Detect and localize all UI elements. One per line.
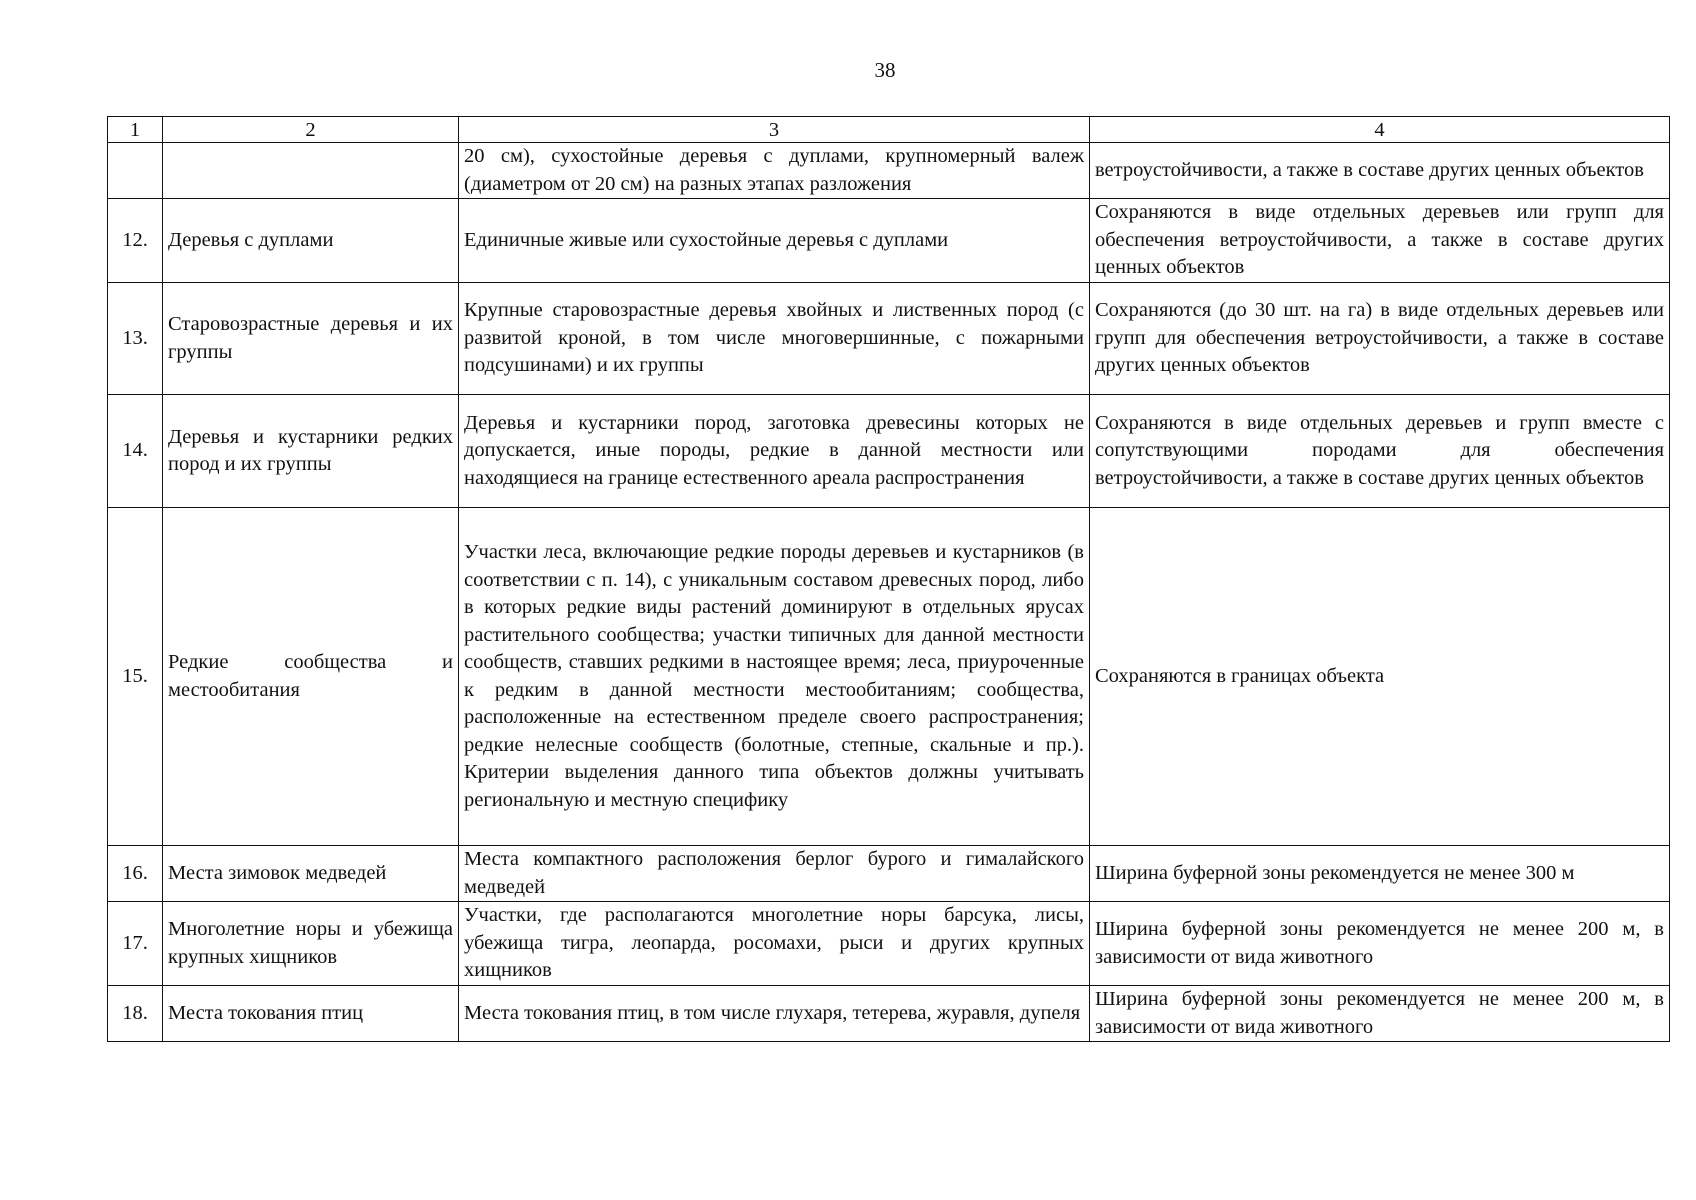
- object-name: [163, 143, 459, 199]
- object-description: Деревья и кустарники пород, заготовка древесины которых не допускается, иные породы, редкие в данной местности или находящиеся на границе естественного ареала распространения: [459, 395, 1090, 508]
- object-description: 20 см), сухостойные деревья с дуплами, крупномерный валеж (диаметром от 20 см) на разных этапах разложения: [459, 143, 1090, 199]
- object-description: Места компактного расположения берлог бурого и гималайского медведей: [459, 846, 1090, 902]
- protection-measure: Ширина буферной зоны рекомендуется не менее 200 м, в зависимости от вида животного: [1090, 902, 1670, 986]
- table-header-row: [108, 117, 1670, 143]
- table-row: [108, 508, 1670, 846]
- object-name: Места токования птиц: [163, 986, 459, 1042]
- table-row: [108, 283, 1670, 395]
- row-number: 13.: [108, 283, 163, 395]
- protection-measure: Ширина буферной зоны рекомендуется не менее 200 м, в зависимости от вида животного: [1090, 986, 1670, 1042]
- table-row: [108, 395, 1670, 508]
- object-description: Места токования птиц, в том числе глухаря, тетерева, журавля, дупеля: [459, 986, 1090, 1042]
- object-description: Участки леса, включающие редкие породы деревьев и кустарников (в соответствии с п. 14), с уникальным составом древесных пород, либо в которых редкие виды растений доминируют в отдельных ярусах растительного сообщества; участки типичных для данной местности сообществ, ставших редкими в настоящее время; леса, приуроченные к редким в данной местности местообитаниям; сообщества, расположенные на естественном пределе своего распространения; редкие нелесные сообществ (болотные, степные, скальные и пр.). Критерии выделения данного типа объектов должны учитывать региональную и местную специфику: [459, 508, 1090, 846]
- table-row: [108, 846, 1670, 902]
- row-number: 16.: [108, 846, 163, 902]
- row-number: [108, 143, 163, 199]
- table-row: [108, 902, 1670, 986]
- document-table: [107, 116, 1670, 1042]
- protection-measure: Сохраняются в границах объекта: [1090, 508, 1670, 846]
- row-number: 15.: [108, 508, 163, 846]
- object-description: Участки, где располагаются многолетние норы барсука, лисы, убежища тигра, леопарда, росомахи, рыси и других крупных хищников: [459, 902, 1090, 986]
- protection-measure: Сохраняются в виде отдельных деревьев или групп для обеспечения ветроустойчивости, а также в составе других ценных объектов: [1090, 199, 1670, 283]
- object-name: Деревья и кустарники редких пород и их группы: [163, 395, 459, 508]
- column-header: 2: [163, 117, 459, 143]
- row-number: 17.: [108, 902, 163, 986]
- page-number: 38: [874, 58, 896, 82]
- protection-measure: Ширина буферной зоны рекомендуется не менее 300 м: [1090, 846, 1670, 902]
- object-description: Крупные старовозрастные деревья хвойных и лиственных пород (с развитой кроной, в том числе многовершинные, с пожарными подсушинами) и их группы: [459, 283, 1090, 395]
- object-name: Деревья с дуплами: [163, 199, 459, 283]
- object-name: Многолетние норы и убежища крупных хищников: [163, 902, 459, 986]
- row-number: 18.: [108, 986, 163, 1042]
- table-row: [108, 143, 1670, 199]
- protection-measure: ветроустойчивости, а также в составе других ценных объектов: [1090, 143, 1670, 199]
- column-header: 1: [108, 117, 163, 143]
- table-row: [108, 199, 1670, 283]
- object-name: Старовозрастные деревья и их группы: [163, 283, 459, 395]
- object-name: Места зимовок медведей: [163, 846, 459, 902]
- protection-measure: Сохраняются (до 30 шт. на га) в виде отдельных деревьев или групп для обеспечения ветроустойчивости, а также в составе других ценных объектов: [1090, 283, 1670, 395]
- row-number: 12.: [108, 199, 163, 283]
- protection-measure: Сохраняются в виде отдельных деревьев и групп вместе с сопутствующими породами для обеспечения ветроустойчивости, а также в составе других ценных объектов: [1090, 395, 1670, 508]
- column-header: 3: [459, 117, 1090, 143]
- row-number: 14.: [108, 395, 163, 508]
- table-row: [108, 986, 1670, 1042]
- column-header: 4: [1090, 117, 1670, 143]
- object-description: Единичные живые или сухостойные деревья с дуплами: [459, 199, 1090, 283]
- object-name: Редкие сообщества и местообитания: [163, 508, 459, 846]
